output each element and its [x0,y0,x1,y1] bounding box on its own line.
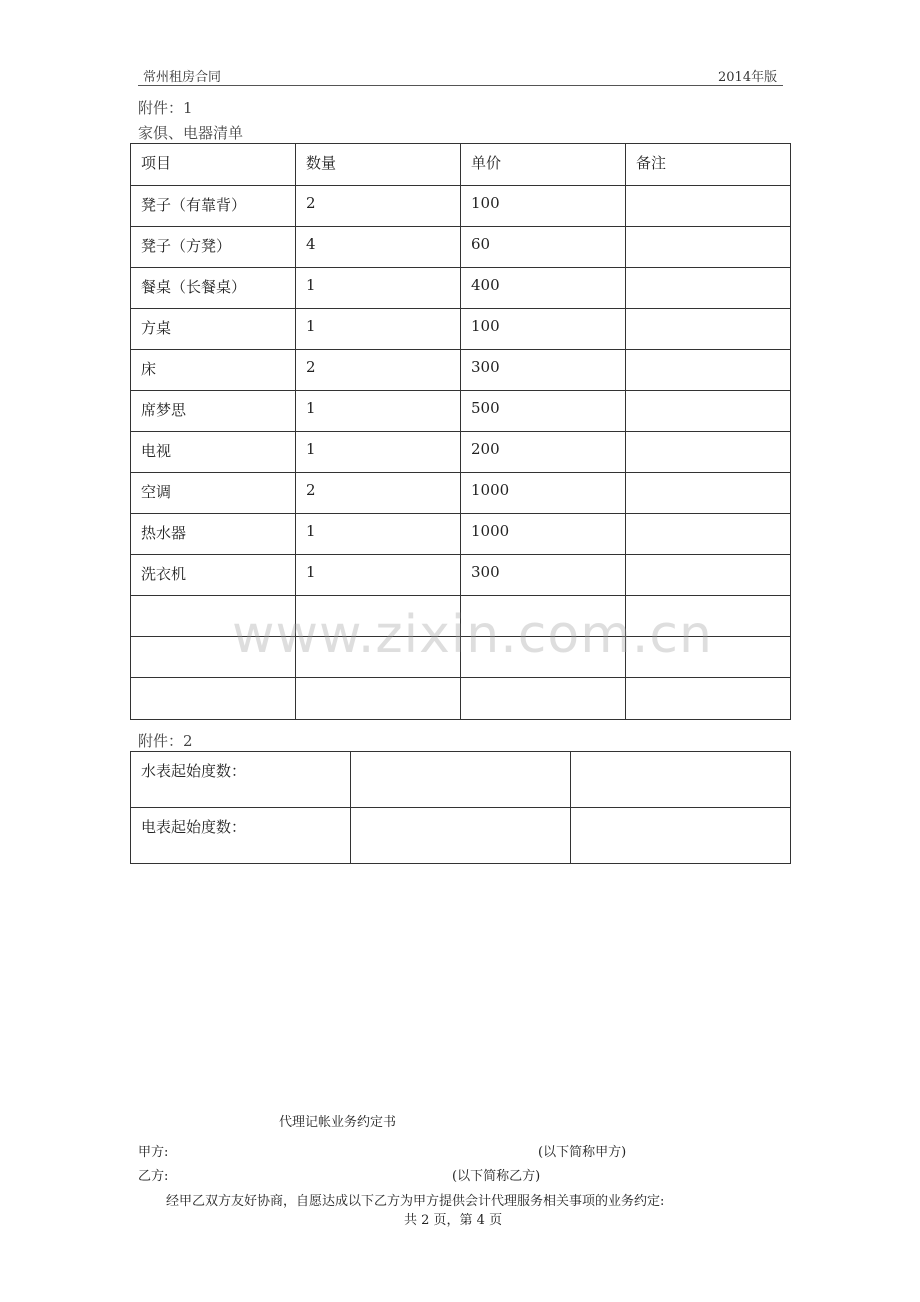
table-cell: 席梦思 [131,391,296,432]
party-b-note: (以下简称乙方) [452,1169,541,1184]
table-cell [626,678,791,720]
table-cell [626,637,791,678]
table-cell: 100 [461,186,626,227]
table-cell: 床 [131,350,296,391]
table-cell [626,473,791,514]
table-cell: 洗衣机 [131,555,296,596]
table-cell: 500 [461,391,626,432]
table-cell [131,596,296,637]
table-cell: 电表起始度数： [131,808,351,864]
table-cell [626,514,791,555]
table-cell [296,637,461,678]
table-row [131,596,791,637]
column-header: 备注 [626,144,791,186]
party-b-label: 乙方: [138,1169,169,1184]
table-cell [296,678,461,720]
table-cell: 1 [296,432,461,473]
table-cell: 300 [461,555,626,596]
table-row [131,555,791,596]
table-cell: 300 [461,350,626,391]
header-divider [138,85,783,86]
table-cell: 凳子（方凳） [131,227,296,268]
table-cell [626,186,791,227]
attachment1-title: 家俱、电器清单 [138,124,244,142]
table-cell [626,555,791,596]
table-cell: 水表起始度数： [131,752,351,808]
table-row [131,309,791,350]
table-cell: 2 [296,350,461,391]
party-a-note: (以下简称甲方) [538,1145,627,1160]
table-cell [571,808,791,864]
header-version: 2014年版 [718,70,778,85]
table-cell [461,637,626,678]
table-cell [461,678,626,720]
table-cell [351,808,571,864]
watermark: www.zixin.com.cn [232,605,713,665]
table-cell: 1000 [461,473,626,514]
table-cell: 1 [296,514,461,555]
column-header: 单价 [461,144,626,186]
attachment2-label: 附件：2 [138,732,193,750]
table-cell [626,596,791,637]
table-cell: 热水器 [131,514,296,555]
table-cell [351,752,571,808]
column-header: 项目 [131,144,296,186]
table-cell [626,391,791,432]
table-cell: 400 [461,268,626,309]
table-cell [626,227,791,268]
table-row [131,678,791,720]
table-cell [626,268,791,309]
party-a-label: 甲方: [138,1145,169,1160]
table-row [131,391,791,432]
table-cell: 200 [461,432,626,473]
table-cell: 凳子（有靠背） [131,186,296,227]
table-cell: 空调 [131,473,296,514]
table-row [131,227,791,268]
table-header-row [131,144,791,186]
table-cell: 餐桌（长餐桌） [131,268,296,309]
table-cell [626,309,791,350]
table-row [131,752,791,808]
table-cell [626,432,791,473]
table-row [131,350,791,391]
table-cell [296,596,461,637]
table-cell: 1 [296,268,461,309]
table-row [131,473,791,514]
table-cell: 方桌 [131,309,296,350]
table-cell: 1 [296,309,461,350]
table-row [131,514,791,555]
table-cell: 2 [296,473,461,514]
table-cell [626,350,791,391]
table-cell [461,596,626,637]
table-cell: 2 [296,186,461,227]
table-cell: 电视 [131,432,296,473]
agreement-intro: 经甲乙双方友好协商，自愿达成以下乙方为甲方提供会计代理服务相关事项的业务约定: [166,1194,665,1209]
table-cell: 1 [296,555,461,596]
table-row [131,432,791,473]
table-cell: 1000 [461,514,626,555]
furniture-table [130,143,791,720]
table-row [131,808,791,864]
table-row [131,637,791,678]
table-cell [131,637,296,678]
header-title: 常州租房合同 [143,70,222,85]
meter-table [130,751,791,864]
table-row [131,268,791,309]
table-row [131,186,791,227]
agreement-title: 代理记帐业务约定书 [279,1115,397,1130]
table-cell: 100 [461,309,626,350]
table-cell: 60 [461,227,626,268]
table-cell: 1 [296,391,461,432]
page-footer: 共 2 页，第 4 页 [404,1213,503,1228]
column-header: 数量 [296,144,461,186]
table-cell [571,752,791,808]
table-cell: 4 [296,227,461,268]
table-cell [131,678,296,720]
attachment1-label: 附件：1 [138,99,193,117]
